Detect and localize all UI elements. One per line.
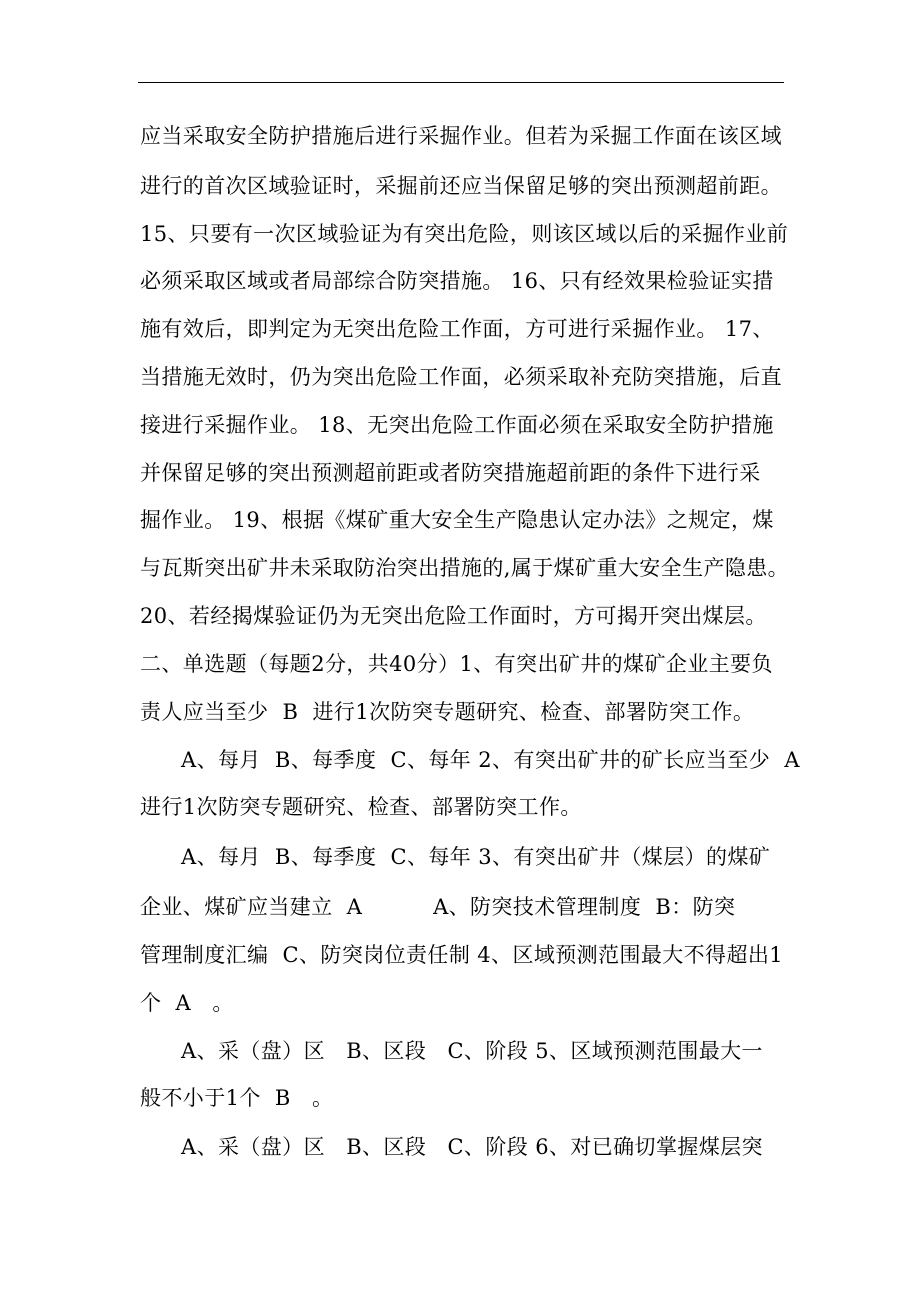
header-rule bbox=[138, 82, 784, 83]
text-line-5: 施有效后，即判定为无突出危险工作面，方可进行采掘作业。 17、 bbox=[140, 317, 774, 341]
text-line-6: 当措施无效时，仍为突出危险工作面，必须采取补充防突措施，后直 bbox=[140, 365, 782, 389]
text-line-17: 企业、煤矿应当建立 A A、防突技术管理制度 B：防突 bbox=[140, 895, 736, 919]
text-line-14: A、每月 B、每季度 C、每年 2、有突出矿井的矿长应当至少 A bbox=[181, 748, 800, 772]
text-line-2: 进行的首次区域验证时，采掘前还应当保留足够的突出预测超前距。 bbox=[140, 174, 782, 198]
text-line-15: 进行1次防突专题研究、检查、部署防突工作。 bbox=[140, 795, 582, 819]
text-line-21: 般不小于1个 B 。 bbox=[140, 1086, 334, 1110]
text-line-22: A、采（盘）区 B、区段 C、阶段 6、对已确切掌握煤层突 bbox=[181, 1135, 763, 1159]
text-line-8: 并保留足够的突出预测超前距或者防突措施超前距的条件下进行采 bbox=[140, 461, 761, 485]
text-line-16: A、每月 B、每季度 C、每年 3、有突出矿井（煤层）的煤矿 bbox=[181, 845, 771, 869]
text-line-19: 个 A 。 bbox=[140, 991, 234, 1015]
text-line-7: 接进行采掘作业。 18、无突出危险工作面必须在采取安全防护措施 bbox=[140, 413, 774, 437]
text-line-9: 掘作业。 19、根据《煤矿重大安全生产隐患认定办法》之规定，煤 bbox=[140, 508, 774, 532]
text-line-20: A、采（盘）区 B、区段 C、阶段 5、区域预测范围最大一 bbox=[181, 1039, 763, 1063]
text-line-18: 管理制度汇编 C、防突岗位责任制 4、区域预测范围最大不得超出1 bbox=[140, 943, 784, 967]
text-line-1: 应当采取安全防护措施后进行采掘作业。但若为采掘工作面在该区域 bbox=[140, 124, 782, 148]
text-line-13: 责人应当至少 B 进行1次防突专题研究、检查、部署防突工作。 bbox=[140, 700, 755, 724]
text-line-3: 15、只要有一次区域验证为有突出危险，则该区域以后的采掘作业前 bbox=[140, 222, 789, 246]
text-line-10: 与瓦斯突出矿井未采取防治突出措施的,属于煤矿重大安全生产隐患。 bbox=[140, 556, 790, 580]
text-line-11: 20、若经揭煤验证仍为无突出危险工作面时，方可揭开突出煤层。 bbox=[140, 604, 767, 628]
text-line-12: 二、单选题（每题2分，共40分）1、有突出矿井的煤矿企业主要负 bbox=[140, 652, 773, 676]
text-line-4: 必须采取区域或者局部综合防突措施。 16、只有经效果检验证实措 bbox=[140, 269, 774, 293]
